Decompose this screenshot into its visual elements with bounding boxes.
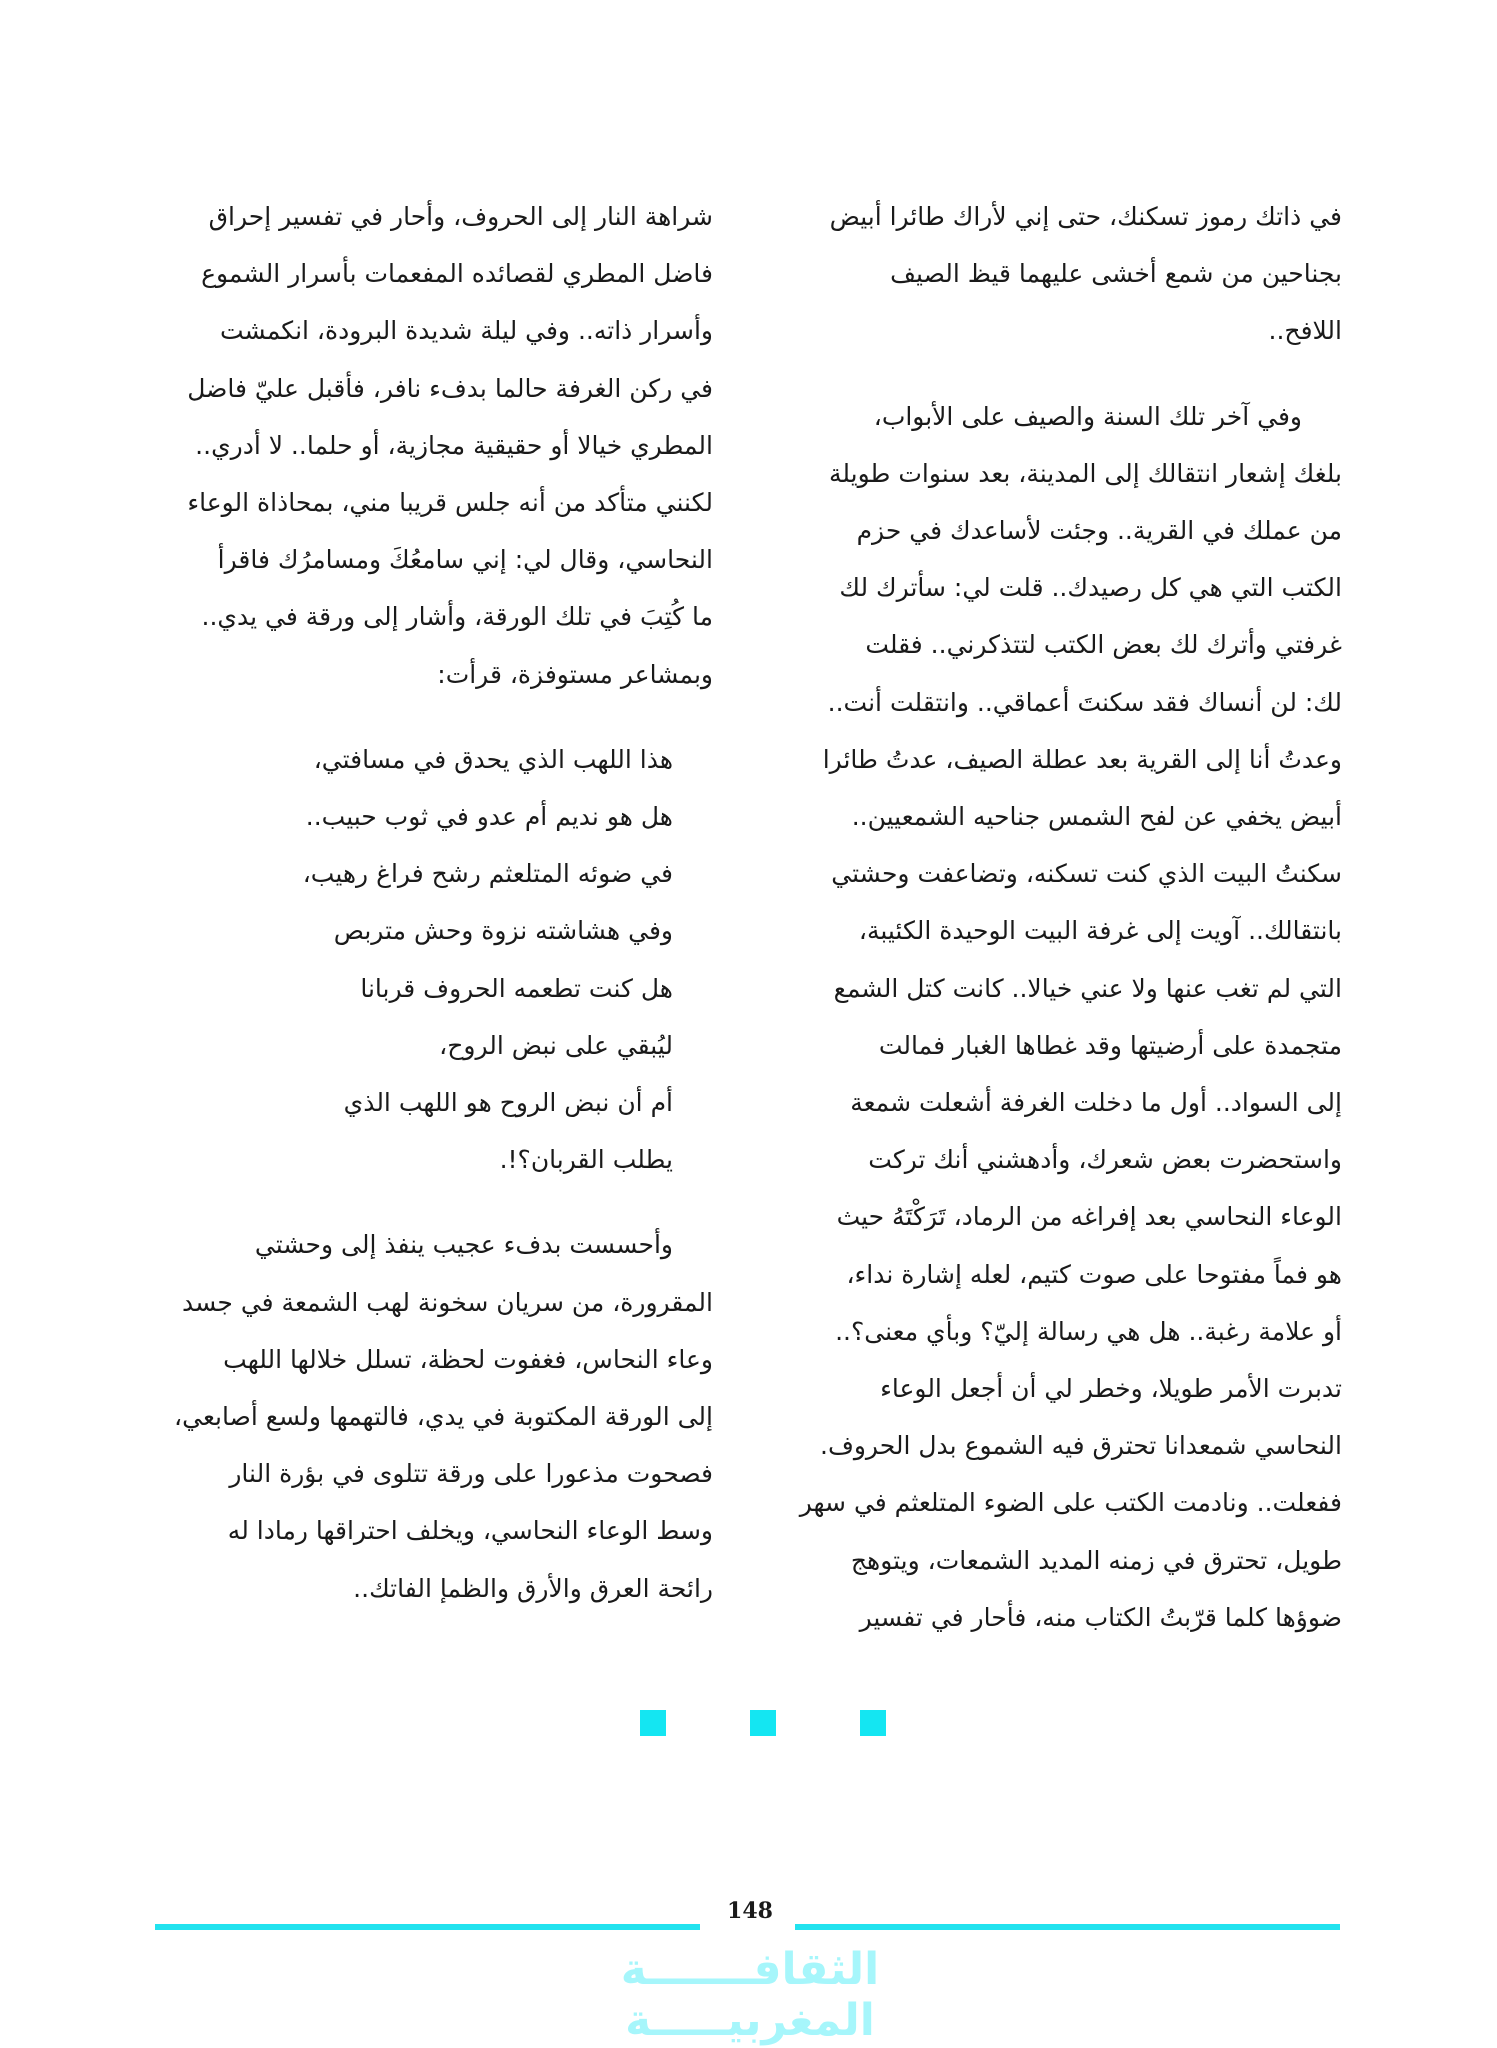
page-number: 148 (727, 1898, 773, 1924)
text-line: هذا اللهب الذي يحدق في مسافتي، (313, 744, 673, 774)
text-line: التي لم تغب عنها ولا عني خيالا.. كانت كتل الشمع (833, 973, 1342, 1003)
separator-square-icon (860, 1710, 886, 1736)
footer-rule-left (155, 1924, 700, 1930)
text-line: اللافح.. (1268, 316, 1342, 346)
footer-rule-right (795, 1924, 1340, 1930)
text-line: بانتقالك.. آويت إلى غرفة البيت الوحيدة الكئيبة، (858, 916, 1342, 946)
text-line: وسط الوعاء النحاسي، ويخلف احتراقها رمادا له (227, 1516, 713, 1546)
right-paragraph (760, 188, 1342, 360)
magazine-title: الثقافـــــــة المغربيـــــة (620, 1944, 880, 2046)
text-line: وفي هشاشته نزوة وحش متربص (333, 916, 673, 946)
text-line: واستحضرت بعض شعرك، وأدهشني أنك تركت (868, 1145, 1342, 1175)
section-separator (640, 1710, 900, 1738)
text-line: غرفتي وأترك لك بعض الكتب لتتذكرني.. فقلت (865, 630, 1342, 660)
separator-square-icon (640, 1710, 666, 1736)
right-paragraph (760, 388, 1342, 1646)
text-line: إلى السواد.. أول ما دخلت الغرفة أشعلت شمعة (850, 1088, 1342, 1118)
text-line: في ركن الغرفة حالما بدفء نافر، فأقبل عليّ فاضل (187, 373, 713, 403)
left-column (149, 188, 713, 1617)
text-line: يطلب القربان؟!. (499, 1145, 673, 1175)
text-line: بجناحين من شمع أخشى عليهما قيظ الصيف (890, 259, 1342, 289)
text-line: وعاء النحاس، فغفوت لحظة، تسلل خلالها اللهب (223, 1344, 713, 1374)
text-line: فصحوت مذعورا على ورقة تتلوى في بؤرة النار (229, 1459, 713, 1489)
text-line: وفي آخر تلك السنة والصيف على الأبواب، (873, 401, 1302, 431)
text-line: لك: لن أنساك فقد سكنتَ أعماقي.. وانتقلت أنت.. (827, 687, 1342, 717)
text-line: ما كُتِبَ في تلك الورقة، وأشار إلى ورقة في يدي.. (201, 602, 713, 632)
separator-square-icon (750, 1710, 776, 1736)
text-line: ضوؤها كلما قرّبتُ الكتاب منه، فأحار في تفسير (859, 1602, 1342, 1632)
text-line: المقرورة، من سريان سخونة لهب الشمعة في جسد (182, 1287, 713, 1317)
text-line: سكنتُ البيت الذي كنت تسكنه، وتضاعفت وحشتي (831, 859, 1342, 889)
text-line: أو علامة رغبة.. هل هي رسالة إليّ؟ وبأي معنى؟.. (835, 1316, 1342, 1346)
text-line: وأسرار ذاته.. وفي ليلة شديدة البرودة، انكمشت (219, 316, 713, 346)
text-line: المطري خيالا أو حقيقية مجازية، أو حلما.. لا أدري.. (195, 430, 713, 460)
text-line: الكتب التي هي كل رصيدك.. قلت لي: سأترك لك (839, 573, 1342, 603)
text-line: الوعاء النحاسي بعد إفراغه من الرماد، تَرَكْتَهُ حيث (836, 1202, 1342, 1232)
text-line: النحاسي شمعدانا تحترق فيه الشموع بدل الحروف. (820, 1431, 1342, 1461)
text-line: في ضوئه المتلعثم رشح فراغ رهيب، (302, 859, 673, 889)
text-line: هو فماً مفتوحا على صوت كتيم، لعله إشارة نداء، (846, 1259, 1342, 1289)
text-line: بلغك إشعار انتقالك إلى المدينة، بعد سنوات طويلة (828, 458, 1342, 488)
text-line: ليُبقي على نبض الروح، (439, 1030, 673, 1060)
text-line: طويل، تحترق في زمنه المديد الشمعات، ويتوهج (850, 1545, 1342, 1575)
text-line: تدبرت الأمر طويلا، وخطر لي أن أجعل الوعاء (880, 1374, 1342, 1404)
text-line: النحاسي، وقال لي: إني سامعُكَ ومسامرُك فاقرأ (217, 545, 713, 575)
text-line: فاضل المطري لقصائده المفعمات بأسرار الشموع (201, 259, 713, 289)
text-line: لكنني متأكد من أنه جلس قريبا مني، بمحاذاة الوعاء (187, 488, 713, 518)
text-line: من عملك في القرية.. وجئت لأساعدك في حزم (856, 516, 1342, 546)
text-line: وأحسست بدفء عجيب ينفذ إلى وحشتي (254, 1230, 673, 1260)
text-line: متجمدة على أرضيتها وقد غطاها الغبار فمالت (878, 1030, 1342, 1060)
text-line: ففعلت.. ونادمت الكتب على الضوء المتلعثم في سهر (799, 1488, 1342, 1518)
text-line: أبيض يخفي عن لفح الشمس جناحيه الشمعيين.. (851, 802, 1342, 832)
text-line: في ذاتك رموز تسكنك، حتى إني لأراك طائرا أبيض (829, 202, 1342, 231)
text-line: هل هو نديم أم عدو في ثوب حبيب.. (305, 802, 673, 832)
text-line: شراهة النار إلى الحروف، وأحار في تفسير إحراق (208, 202, 713, 231)
poem (149, 731, 713, 1189)
text-line: وعدتُ أنا إلى القرية بعد عطلة الصيف، عدتُ طائرا (822, 744, 1342, 774)
text-line: رائحة العرق والأرق والظمإ الفاتك.. (353, 1573, 713, 1603)
left-paragraph-1 (149, 188, 713, 703)
text-line: إلى الورقة المكتوبة في يدي، فالتهمها ولسع أصابعي، (174, 1402, 713, 1432)
left-paragraph-2 (149, 1216, 713, 1616)
text-line: هل كنت تطعمه الحروف قربانا (360, 973, 673, 1003)
right-column (760, 188, 1342, 1646)
text-line: أم أن نبض الروح هو اللهب الذي (343, 1088, 673, 1118)
text-line: وبمشاعر مستوفزة، قرأت: (437, 659, 713, 689)
